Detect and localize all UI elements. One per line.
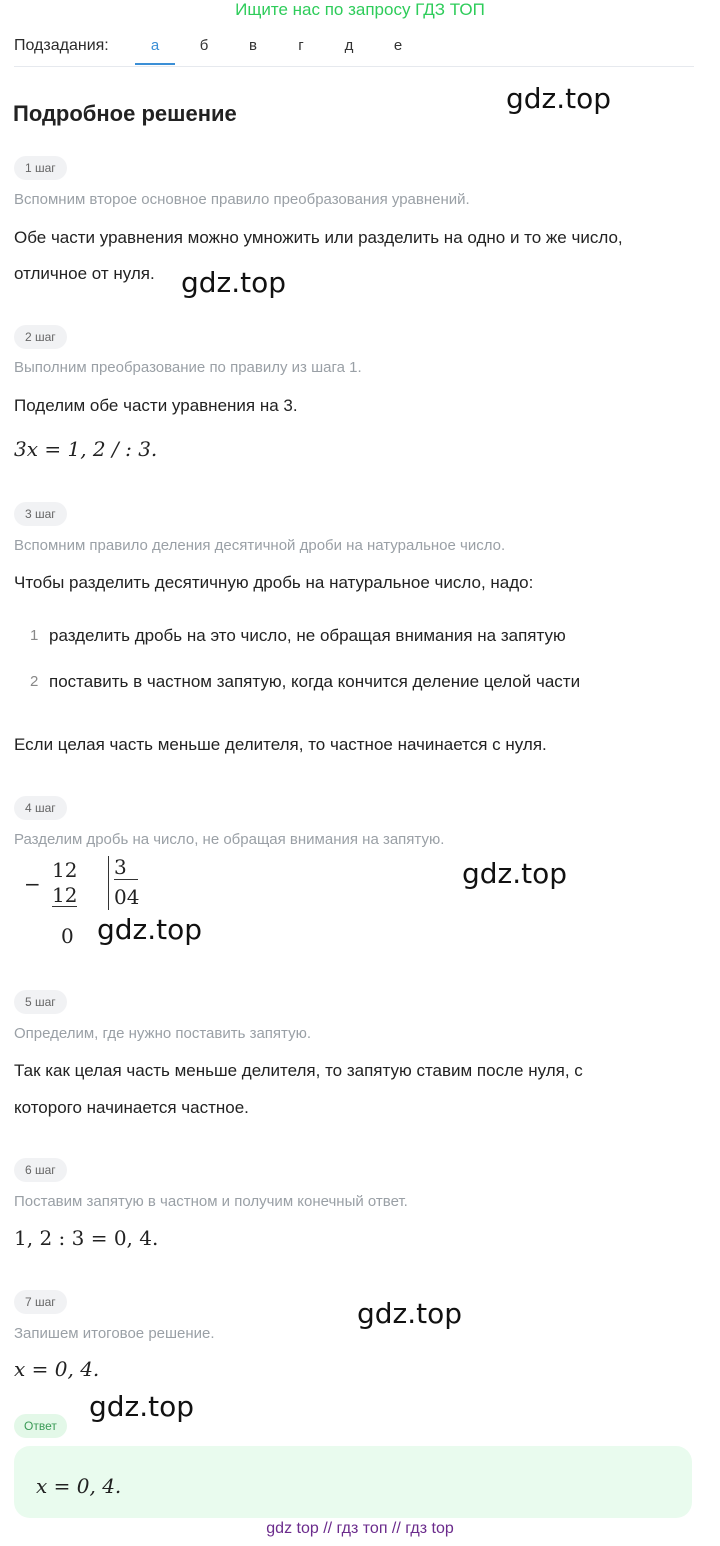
step-hint: Разделим дробь на число, не обращая внимания на запятую. [14, 831, 445, 848]
subtasks-nav [14, 36, 694, 67]
subtask-tab-d[interactable]: д [344, 37, 354, 54]
answer-badge: Ответ [14, 1414, 67, 1438]
answer-formula: x = 0, 4. [36, 1474, 122, 1498]
step-formula: x = 0, 4. [14, 1357, 100, 1381]
step-text: которого начинается частное. [14, 1098, 249, 1117]
subtask-tab-a[interactable]: а [135, 37, 175, 54]
step-formula: 1, 2 : 3 = 0, 4. [14, 1226, 159, 1250]
step-badge: 3 шаг [14, 502, 67, 526]
watermark: gdz.top [97, 913, 203, 946]
step-text: Так как целая часть меньше делителя, то запятую ставим после нуля, с [14, 1061, 583, 1080]
subtrahend: 12 [52, 883, 78, 907]
search-banner: Ищите нас по запросу ГДЗ ТОП [235, 0, 485, 19]
step-hint: Вспомним второе основное правило преобразования уравнений. [14, 191, 470, 208]
step-badge: 5 шаг [14, 990, 67, 1014]
subtask-tab-b[interactable]: б [199, 37, 209, 54]
watermark: gdz.top [506, 82, 612, 115]
dividend: 12 [52, 858, 78, 882]
list-item: поставить в частном запятую, когда кончится деление целой части [49, 672, 581, 691]
watermark: gdz.top [89, 1390, 195, 1423]
list-number: 1 [30, 627, 39, 644]
step-badge: 7 шаг [14, 1290, 67, 1314]
step-text: отличное от нуля. [14, 264, 155, 283]
list-number: 2 [30, 673, 39, 690]
division-bar [108, 856, 109, 910]
step-text: Чтобы разделить десятичную дробь на натуральное число, надо: [14, 573, 534, 592]
step-hint: Поставим запятую в частном и получим конечный ответ. [14, 1193, 408, 1210]
list-item: разделить дробь на это число, не обращая внимания на запятую [49, 626, 566, 645]
watermark: gdz.top [357, 1297, 463, 1330]
watermark: gdz.top [462, 857, 568, 890]
step-hint: Выполним преобразование по правилу из шага 1. [14, 359, 362, 376]
answer-box [14, 1446, 692, 1518]
subtask-tab-e[interactable]: е [393, 37, 403, 54]
step-badge: 1 шаг [14, 156, 67, 180]
remainder: 0 [61, 924, 74, 948]
minus-sign: − [24, 872, 41, 896]
step-text: Если целая часть меньше делителя, то частное начинается с нуля. [14, 735, 547, 754]
subtasks-label: Подзадания: [14, 37, 109, 54]
step-formula: 3x = 1, 2 / : 3. [14, 437, 158, 461]
step-text: Поделим обе части уравнения на 3. [14, 396, 298, 415]
step-hint: Вспомним правило деления десятичной дроби на натуральное число. [14, 537, 506, 554]
quotient: 04 [114, 885, 140, 909]
footer-links: gdz top // гдз топ // гдз top [266, 1520, 454, 1537]
step-hint: Запишем итоговое решение. [14, 1325, 215, 1342]
subtask-tab-g[interactable]: г [298, 37, 304, 54]
step-badge: 4 шаг [14, 796, 67, 820]
step-hint: Определим, где нужно поставить запятую. [14, 1025, 311, 1042]
step-text: Обе части уравнения можно умножить или разделить на одно и то же число, [14, 228, 623, 247]
long-division [14, 855, 154, 955]
watermark: gdz.top [181, 266, 287, 299]
subtask-tab-v[interactable]: в [249, 37, 257, 54]
step-badge: 6 шаг [14, 1158, 67, 1182]
page-title: Подробное решение [13, 101, 237, 126]
divisor: 3 [114, 855, 138, 880]
step-badge: 2 шаг [14, 325, 67, 349]
